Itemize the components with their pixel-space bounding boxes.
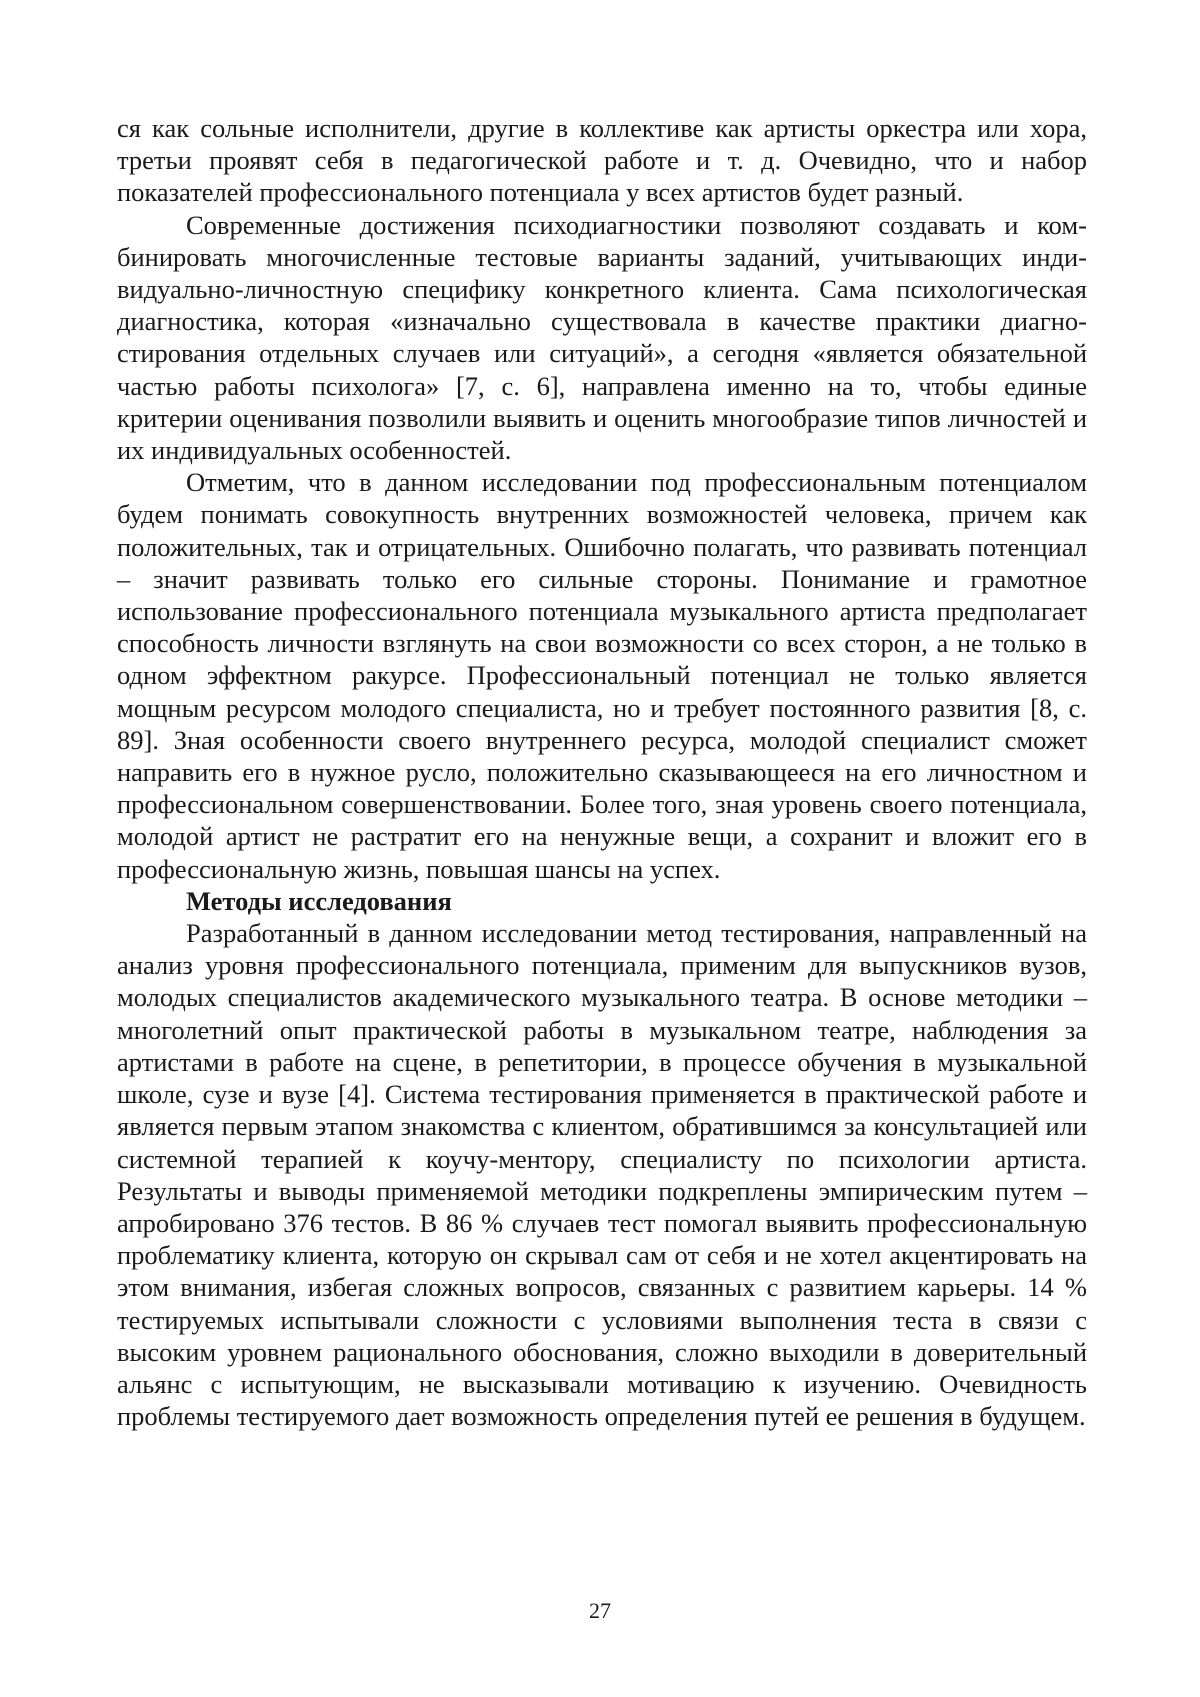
page-number: 27 bbox=[589, 1598, 611, 1623]
section-heading-methods: Методы исследования bbox=[186, 885, 452, 916]
paragraph-psychodiagnostics: Современные достижения психодиагностики позволяют создавать и комбинировать многочисленные тестовые варианты заданий, учитывающих индивидуально-личностную специфику конкретного клиента. Сама психологическая диагностика, которая «изначально существовала в качестве практики диагностирования отдельных случаев или ситуаций», а сегодня «является обязательной частью работы психолога» [7, с. 6], направлена именно на то, чтобы единые критерии оценивания позволили выявить и оценить многообразие типов личностей и их индивидуальных особенностей. bbox=[117, 209, 1087, 466]
paragraph-continued: ся как сольные исполнители, другие в коллективе как артисты оркестра или хора, третьи проявят себя в педагогической работе и т. д. Очевидно, что и набор показателей профессионального потенциала у всех артистов будет разный. bbox=[117, 113, 1087, 208]
page-body bbox=[117, 112, 1087, 1432]
paragraph-methods: Разработанный в данном исследовании метод тестирования, направленный на анализ уровня профессионального потенциала, применим для выпускников вузов, молодых специалистов академического музыкального театра. В основе методики – многолетний опыт практической работы в музыкальном театре, наблюдения за артистами в работе на сцене, в репетитории, в процессе обучения в музыкальной школе, сузе и вузе [4]. Система тестирования применяется в практической работе и является первым этапом знакомства с клиентом, обратившимся за консультацией или системной терапией к коучу-ментору, специалисту по психологии артиста. Результаты и выводы применяемой методики подкреплены эмпирическим путем – апробировано 376 тестов. В 86 % случаев тест помогал выявить профессиональную проблематику клиента, которую он скрывал сам от себя и не хотел акцентировать на этом внимания, избегая сложных вопросов, связанных с развитием карьеры. 14 % тестируемых испытывали сложности с условиями выполнения теста в связи с высоким уровнем рационального обоснования, сложно выходили в доверительный альянс с испытующим, не высказывали мотивацию к изучению. Очевидность проблемы тестируемого дает возможность определения путей ее решения в будущем. bbox=[117, 918, 1087, 1432]
paragraph-professional-potential: Отметим, что в данном исследовании под профессиональным потенциалом будем понимать совокупность внутренних возможностей человека, причем как положительных, так и отрицательных. Ошибочно полагать, что развивать потенциал – значит развивать только его сильные стороны. Понимание и грамотное использование профессионального потенциала музыкального артиста предполагает способность личности взглянуть на свои возможности со всех сторон, а не только в одном эффектном ракурсе. Профессиональный потенциал не только является мощным ресурсом молодого специалиста, но и требует постоянного развития [8, с. 89]. Зная особенности своего внутреннего ресурса, молодой специалист сможет направить его в нужное русло, положительно сказывающееся на его личностном и профессиональном совершенствовании. Более того, зная уровень своего потенциала, молодой артист не растратит его на ненужные вещи, а сохранит и вложит его в профессиональную жизнь, повышая шансы на успех. bbox=[117, 467, 1087, 884]
